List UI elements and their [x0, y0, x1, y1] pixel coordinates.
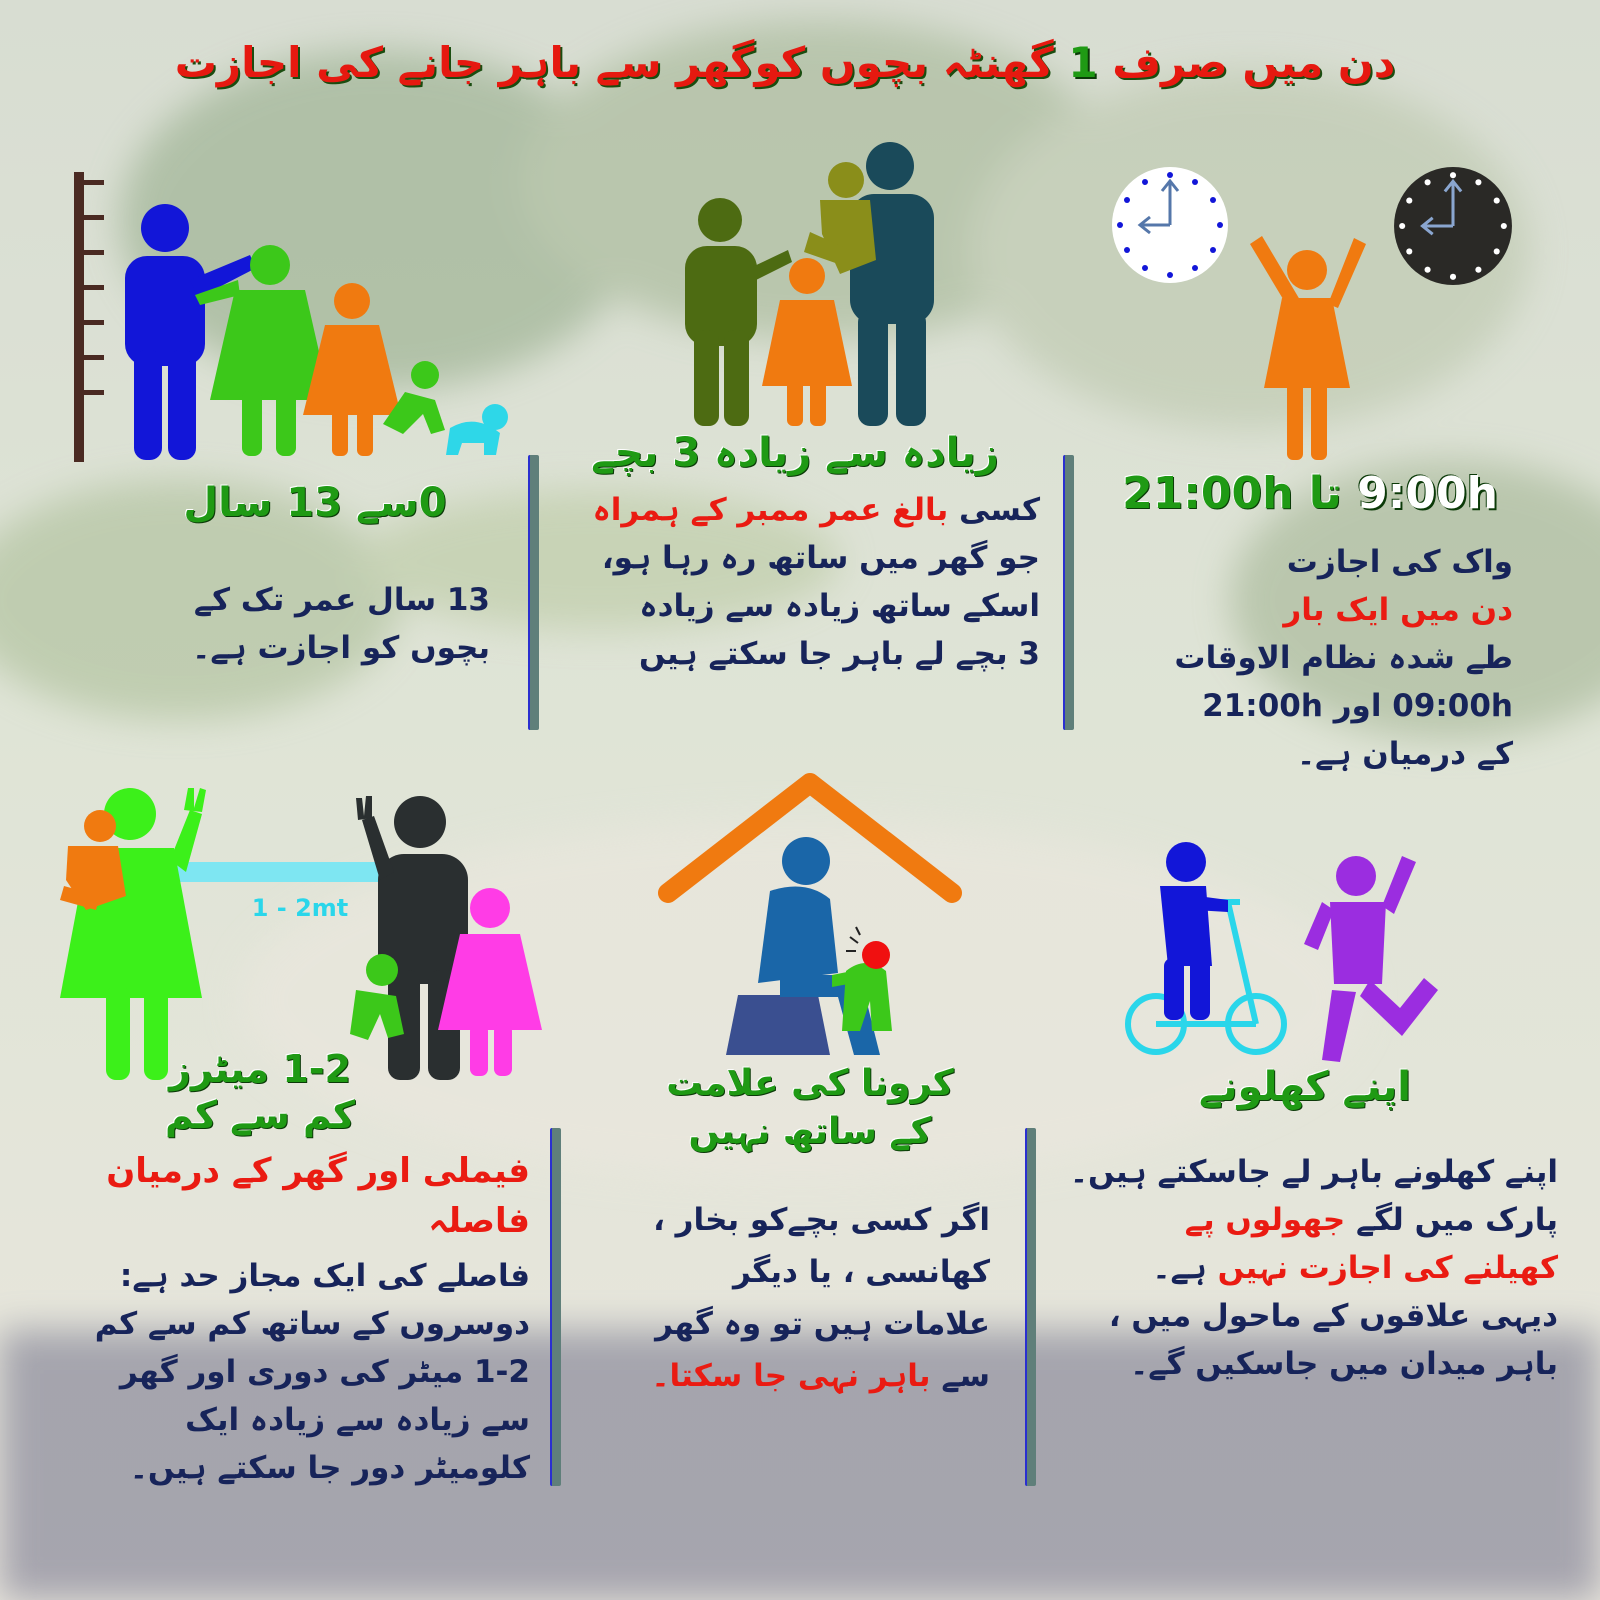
toys-line3-suffix: ہے۔: [1152, 1250, 1218, 1286]
clock-morning-icon: [1110, 165, 1230, 285]
time-line: واک کی اجازت: [1286, 544, 1513, 580]
social-distance-icon: [60, 780, 560, 1080]
distance-heading-line: 1-2 میٹرز: [169, 1047, 351, 1091]
toys-line2: [1030, 1196, 1558, 1244]
distance-red-line: فیملی اور گھر کے درمیان: [106, 1151, 530, 1191]
age-line: بچوں کو اجازت ہے۔: [192, 630, 490, 666]
toys-line3-red: کھیلنے کی اجازت نہیں: [1217, 1250, 1558, 1286]
symptoms-line: اگر کسی بچےکو بخار ،: [653, 1202, 990, 1238]
symptoms-line-last: [580, 1350, 990, 1402]
time-line: کے درمیان ہے۔: [1297, 736, 1513, 772]
distance-line: 1-2 میٹر کی دوری اور گھر: [119, 1354, 530, 1390]
toys-line: باہر میدان میں جاسکیں گے۔: [1130, 1346, 1558, 1382]
children-line1: [540, 486, 1040, 534]
title-prefix: دن میں صرف: [1097, 38, 1396, 87]
toys-body: [1030, 1148, 1558, 1388]
symptoms-heading-line: کرونا کی علامت: [666, 1063, 954, 1104]
children-heading: زیادہ سے زیادہ 3 بچے: [591, 430, 999, 476]
children-line: جو گھر میں ساتھ رہ رہا ہو،: [601, 540, 1040, 576]
distance-red-line: فاصلہ: [428, 1201, 530, 1241]
time-heading-start: 9:00h: [1357, 468, 1498, 519]
symptoms-line: کھانسی ، یا دیگر: [733, 1254, 990, 1290]
distance-heading-line: کم سے کم: [165, 1093, 355, 1137]
toys-line2-red: جھولوں پے: [1184, 1202, 1346, 1238]
children-body: [540, 486, 1040, 678]
time-heading-mid: تا: [1293, 468, 1358, 519]
symptoms-heading-line: کے ساتھ نہیں: [688, 1111, 932, 1152]
divider-right-top: [1063, 455, 1074, 730]
symptoms-line: علامات ہیں تو وہ گھر: [655, 1306, 990, 1342]
toys-line2-prefix: پارک میں لگے: [1345, 1202, 1558, 1238]
distance-line: دوسروں کے ساتھ کم سے کم: [94, 1306, 530, 1342]
clock-evening-icon: [1392, 165, 1514, 287]
distance-line: فاصلے کی ایک مجاز حد ہے:: [119, 1258, 530, 1294]
divider-left-bottom: [550, 1128, 561, 1486]
family-height-chart-icon: [70, 170, 520, 470]
time-heading-end: 21:00h: [1122, 468, 1294, 519]
children-line1-prefix: کسی: [948, 492, 1040, 528]
symptoms-body: [580, 1194, 990, 1402]
distance-body: [40, 1252, 530, 1492]
toys-line: دیہی علاقوں کے ماحول میں ،: [1108, 1298, 1558, 1334]
kids-playing-icon: [1120, 840, 1450, 1065]
time-heading: [1100, 468, 1520, 519]
age-line: 13 سال عمر تک کے: [193, 582, 490, 618]
symptoms-last-prefix: سے: [930, 1358, 990, 1394]
title-highlight: 1: [1068, 38, 1098, 87]
age-body: [110, 576, 490, 672]
distance-line: کلومیٹر دور جا سکتے ہیں۔: [129, 1450, 530, 1486]
distance-heading: [130, 1046, 390, 1138]
time-line: 09:00h اور 21:00h: [1202, 688, 1513, 724]
toys-line: اپنے کھلونے باہر لے جاسکتے ہیں۔: [1069, 1154, 1558, 1190]
toys-line3: [1030, 1244, 1558, 1292]
distance-line: سے زیادہ سے زیادہ ایک: [185, 1402, 530, 1438]
divider-left-top: [528, 455, 539, 730]
symptoms-last-red: باہر نہی جا سکتا۔: [651, 1358, 931, 1394]
adults-with-children-icon: [660, 140, 960, 430]
children-line: اسکے ساتھ زیادہ سے زیادہ: [639, 588, 1040, 624]
title-suffix: گھنٹہ بچوں کوگھر سے باہر جانے کی اجازت: [174, 38, 1069, 87]
cheering-person-icon: [1242, 230, 1372, 465]
page-title: [110, 38, 1460, 87]
distance-measure-label: 1 - 2mt: [251, 894, 349, 922]
children-line1-adult: بالغ عمر ممبر کے ہمراہ: [592, 492, 949, 528]
time-body: [1080, 538, 1513, 778]
time-line: طے شدہ نظام الاوقات: [1174, 640, 1513, 676]
children-line: 3 بچے لے باہر جا سکتے ہیں: [638, 636, 1040, 672]
toys-heading: اپنے کھلونے: [1199, 1064, 1411, 1110]
distance-red-heading: [40, 1146, 530, 1246]
time-line-once: دن میں ایک بار: [1283, 592, 1513, 628]
sick-child-at-home-icon: [660, 775, 970, 1065]
symptoms-heading: [640, 1060, 980, 1156]
age-heading: 0سے 13 سال: [183, 480, 447, 526]
